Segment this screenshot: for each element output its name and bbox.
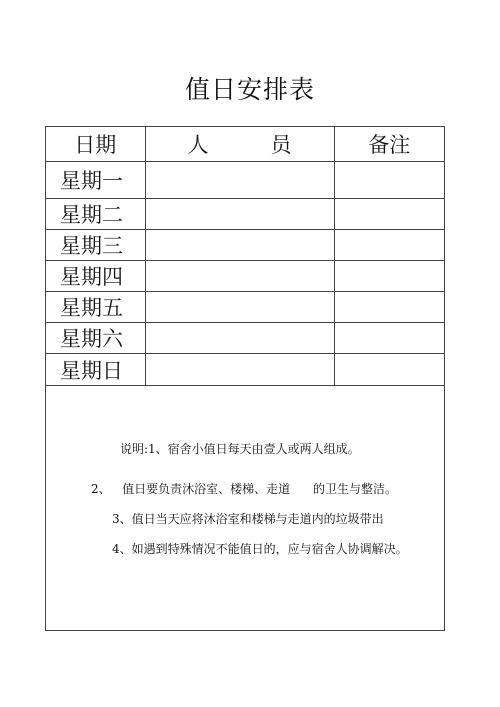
table-row	[46, 162, 444, 199]
person-cell[interactable]	[145, 162, 334, 199]
day-cell: 星期四	[46, 261, 145, 292]
note-cell[interactable]	[334, 230, 444, 261]
person-cell[interactable]	[145, 199, 334, 230]
note-line: 说明:1、宿舍小值日每天由壹人或两人组成。	[120, 442, 360, 456]
day-cell: 星期一	[46, 162, 145, 199]
table-row	[46, 261, 444, 292]
note-cell[interactable]	[334, 162, 444, 199]
header-person	[145, 127, 334, 162]
day-cell: 星期五	[46, 292, 145, 323]
table-row	[46, 323, 444, 354]
day-cell: 星期三	[46, 230, 145, 261]
header-date: 日期	[46, 127, 145, 162]
table-row	[46, 354, 444, 386]
note-cell[interactable]	[334, 199, 444, 230]
note-cell[interactable]	[334, 354, 444, 386]
person-cell[interactable]	[145, 230, 334, 261]
duty-sheet	[45, 126, 445, 631]
note-cell[interactable]	[334, 323, 444, 354]
duty-table	[46, 127, 444, 386]
note-line: 2、 值日要负责沐浴室、楼梯、走道 的卫生与整洁。	[91, 482, 397, 496]
table-header-row	[46, 127, 444, 162]
note-cell[interactable]	[334, 292, 444, 323]
person-cell[interactable]	[145, 323, 334, 354]
note-line: 4、如遇到特殊情况不能值日的，应与宿舍人协调解决。	[112, 542, 408, 556]
note-cell[interactable]	[334, 261, 444, 292]
person-cell[interactable]	[145, 261, 334, 292]
header-person-right: 员	[270, 133, 292, 157]
note-line: 3、值日当天应将沐浴室和楼梯与走道内的垃圾带出	[112, 512, 384, 526]
day-cell: 星期六	[46, 323, 145, 354]
day-cell: 星期二	[46, 199, 145, 230]
header-note: 备注	[334, 127, 444, 162]
person-cell[interactable]	[145, 354, 334, 386]
page-title: 值日安排表	[184, 75, 315, 104]
header-person-left: 人	[187, 133, 209, 157]
table-row	[46, 230, 444, 261]
table-row	[46, 292, 444, 323]
table-row	[46, 199, 444, 230]
day-cell: 星期日	[46, 354, 145, 386]
person-cell[interactable]	[145, 292, 334, 323]
